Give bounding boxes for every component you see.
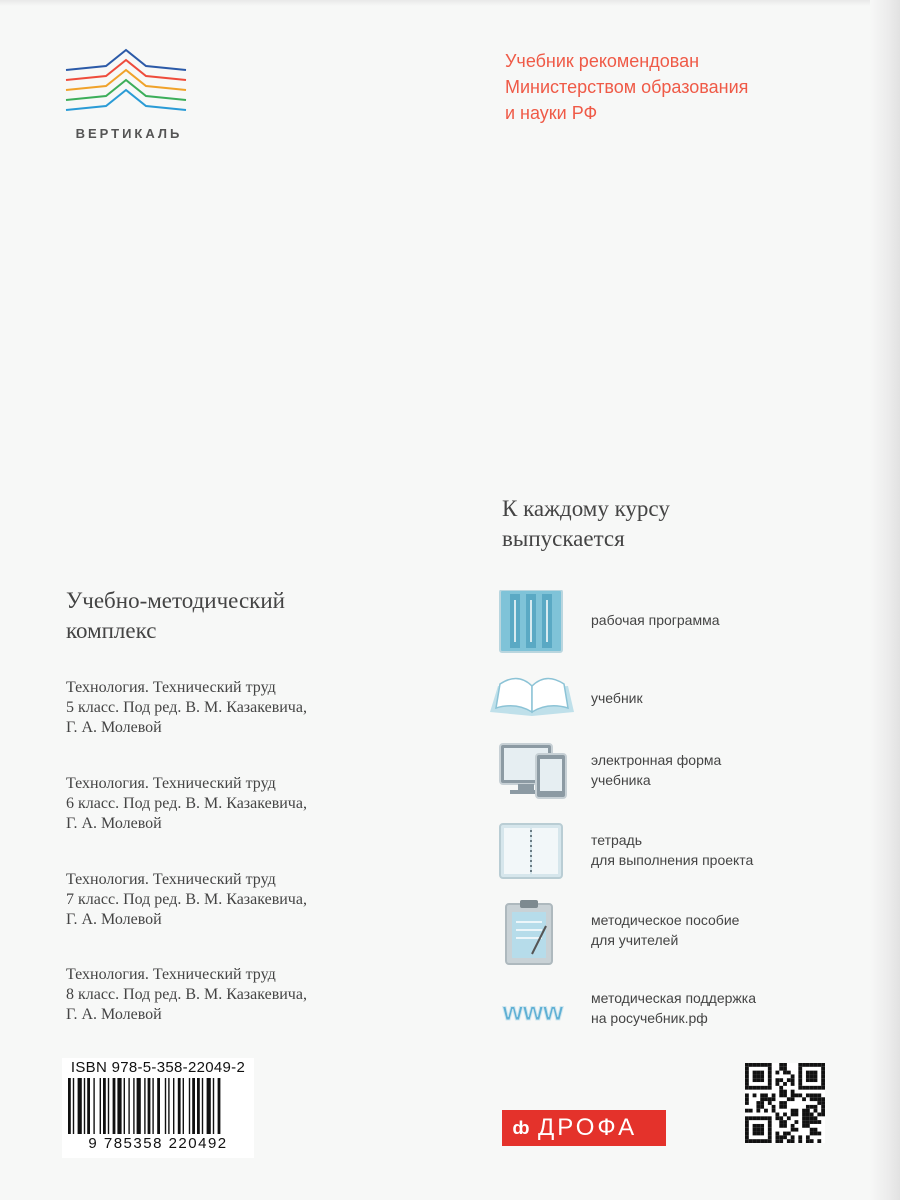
label-line: рабочая программа (591, 612, 720, 628)
cover-top-edge (0, 0, 900, 6)
heading-line: выпускается (502, 526, 625, 551)
course-materials-heading (502, 494, 802, 554)
heading-line: Учебно-методический (66, 588, 285, 613)
course-item-label (591, 988, 821, 1028)
book-line: Технология. Технический труд (66, 775, 276, 792)
book-entry-grade-5 (66, 678, 366, 738)
notebook-icon (488, 820, 578, 884)
publisher-mark-icon: ȸ (512, 1118, 530, 1138)
course-item-online-support (488, 978, 818, 1042)
book-entry-grade-7 (66, 870, 366, 930)
course-item-electronic (488, 740, 818, 804)
barcode-digits: 9 785358 220492 (88, 1135, 228, 1152)
book-line: Г. А. Молевой (66, 1006, 162, 1023)
binder-icon (488, 590, 578, 654)
course-item-textbook (488, 668, 818, 732)
course-item-label (591, 688, 821, 708)
book-line: Технология. Технический труд (66, 679, 276, 696)
course-item-project-notebook (488, 820, 818, 884)
label-line: тетрадь (591, 832, 643, 848)
open-book-icon (488, 668, 578, 732)
svg-text:www: www (502, 996, 564, 1026)
book-line: 5 класс. Под ред. В. М. Казакевича, (66, 699, 307, 716)
cover-spine-edge (870, 0, 900, 1200)
heading-line: комплекс (66, 618, 157, 643)
umk-heading (66, 586, 366, 646)
course-item-label (591, 910, 821, 950)
label-line: методическое пособие (591, 912, 740, 928)
course-item-teacher-guide (488, 900, 818, 964)
vertical-logo (62, 48, 192, 148)
book-line: 6 класс. Под ред. В. М. Казакевича, (66, 795, 307, 812)
clipboard-icon (488, 900, 578, 964)
barcode-icon (66, 1078, 250, 1134)
book-entry-grade-8 (66, 965, 366, 1025)
recommendation-line: Министерством образования (505, 77, 749, 97)
book-line: Технология. Технический труд (66, 966, 276, 983)
qr-code-icon (745, 1062, 825, 1144)
course-item-label (591, 830, 821, 870)
book-line: Г. А. Молевой (66, 719, 162, 736)
devices-icon (488, 740, 578, 804)
heading-line: К каждому курсу (502, 496, 670, 521)
ministry-recommendation (505, 48, 825, 126)
book-line: Г. А. Молевой (66, 815, 162, 832)
publisher-name: ДРОФА (538, 1114, 638, 1141)
www-icon (488, 978, 578, 1042)
isbn-barcode-block (62, 1058, 254, 1158)
label-line: для учителей (591, 932, 679, 948)
logo-text: ВЕРТИКАЛЬ (75, 126, 183, 141)
course-item-label (591, 750, 821, 790)
vertical-lines-logo-icon (62, 48, 192, 128)
book-line: 7 класс. Под ред. В. М. Казакевича, (66, 891, 307, 908)
book-line: Г. А. Молевой (66, 911, 162, 928)
isbn-number: ISBN 978-5-358-22049-2 (70, 1059, 246, 1076)
book-line: 8 класс. Под ред. В. М. Казакевича, (66, 986, 307, 1003)
label-line: на росучебник.рф (591, 1010, 708, 1026)
label-line: электронная форма (591, 752, 722, 768)
label-line: методическая поддержка (591, 990, 756, 1006)
label-line: учебника (591, 772, 651, 788)
recommendation-line: и науки РФ (505, 103, 598, 123)
label-line: для выполнения проекта (591, 852, 754, 868)
label-line: учебник (591, 690, 643, 706)
book-line: Технология. Технический труд (66, 871, 276, 888)
course-item-work-program (488, 590, 818, 654)
publisher-logo (502, 1110, 666, 1146)
course-item-label (591, 610, 821, 630)
book-entry-grade-6 (66, 774, 366, 834)
recommendation-line: Учебник рекомендован (505, 51, 700, 71)
